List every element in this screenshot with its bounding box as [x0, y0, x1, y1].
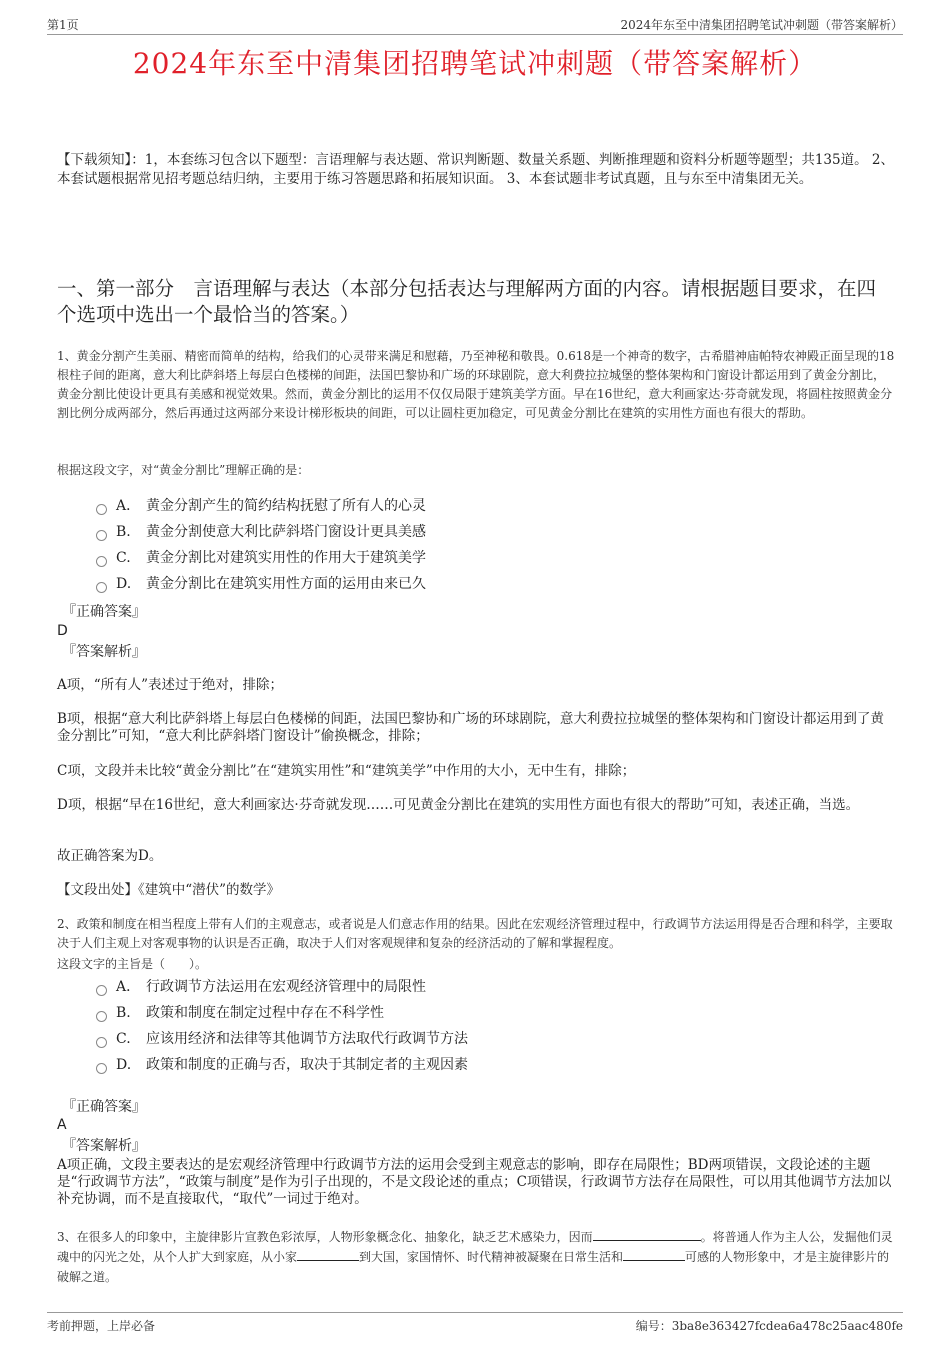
q3-blank-3[interactable]	[623, 1248, 685, 1261]
page-number: 第1页	[47, 18, 79, 32]
radio-icon[interactable]	[96, 1011, 107, 1022]
q2-analysis-label: 『答案解析』	[62, 1138, 146, 1154]
q1-analysis-d: D项，根据“早在16世纪，意大利画家达·芬奇就发现……可见黄金分割比在建筑的实用性方面也有很大的帮助”可知，表述正确，当选。	[57, 797, 860, 813]
q2-stem: 2、政策和制度在相当程度上带有人们的主观意志，或者说是人们意志作用的结果。因此在宏观经济管理过程中，行政调节方法运用得是否合理和科学，主要取决于人们主观上对客观事物的认识是否正确，取决于人们对客观规律和复杂的经济活动的了解和掌握程度。	[57, 917, 893, 950]
page-footer	[47, 1312, 903, 1335]
radio-icon[interactable]	[96, 985, 107, 996]
q1-analysis-label: 『答案解析』	[62, 644, 146, 660]
q2-option-c[interactable]: C. 应该用经济和法律等其他调节方法取代行政调节方法	[96, 1029, 468, 1049]
q1-analysis-b: B项，根据“意大利比萨斜塔上每层白色楼梯的间距，法国巴黎协和广场的环球剧院，意大利费拉拉城堡的整体架构和门窗设计都运用到了黄金分割比”可知，“意大利比萨斜塔门窗设计”偷换概念，排除；	[57, 711, 884, 744]
radio-icon[interactable]	[96, 504, 107, 515]
radio-icon[interactable]	[96, 556, 107, 567]
q2-question: 这段文字的主旨是（ ）。	[57, 957, 208, 971]
q3-blank-2[interactable]	[297, 1248, 359, 1261]
q2-option-d[interactable]: D. 政策和制度的正确与否，取决于其制定者的主观因素	[96, 1055, 468, 1075]
q2-option-a[interactable]: A． 行政调节方法运用在宏观经济管理中的局限性	[96, 977, 426, 997]
q2-answer: A	[57, 1117, 67, 1133]
q1-option-a[interactable]: A． 黄金分割产生的简约结构抚慰了所有人的心灵	[96, 496, 426, 516]
q1-option-b[interactable]: B. 黄金分割使意大利比萨斜塔门窗设计更具美感	[96, 522, 426, 542]
q1-analysis-c: C项，文段并未比较“黄金分割比”在“建筑实用性”和“建筑美学”中作用的大小，无中生有，排除；	[57, 763, 636, 779]
q1-source: 【文段出处】《建筑中“潜伏”的数学》	[57, 882, 281, 898]
q3-stem: 3、在很多人的印象中，主旋律影片宣教色彩浓厚，人物形象概念化、抽象化，缺乏艺术感染力，因而 。将普通人作为主人公，发掘他们灵魂中的闪光之处，从个人扩大到家庭，从小家 到大国，家国情怀、时代精神被凝聚在日常生活和 可感的人物形象中，才是主旋律影片的破解之道。	[57, 1230, 893, 1284]
section-title: 一、第一部分 言语理解与表达（本部分包括表达与理解两方面的内容。请根据题目要求，在四个选项中选出一个最恰当的答案。）	[57, 277, 877, 326]
q1-conclusion: 故正确答案为D。	[57, 848, 163, 864]
q2-option-b[interactable]: B. 政策和制度在制定过程中存在不科学性	[96, 1003, 384, 1023]
document-title: 2024年东至中清集团招聘笔试冲刺题（带答案解析）	[132, 47, 818, 80]
download-notice: 【下载须知】：1，本套练习包含以下题型：言语理解与表达题、常识判断题、数量关系题、判断推理题和资料分析题等题型；共135道。 2、本套试题根据常见招考题总结归纳，主要用于练习答题思路和拓展知识面。 3、本套试题非考试真题，且与东至中清集团无关。	[57, 152, 894, 187]
q2-analysis: A项正确，文段主要表达的是宏观经济管理中行政调节方法的运用会受到主观意志的影响，即存在局限性；BD两项错误，文段论述的主题是“行政调节方法”，“政策与制度”是作为引子出现的，不是文段论述的重点；C项错误，行政调节方法存在局限性，可以用其他调节方法加以补充协调，而不是直接取代，“取代”一词过于绝对。	[57, 1157, 892, 1207]
footer-slogan: 考前押题，上岸必备	[47, 1319, 156, 1333]
q1-option-d[interactable]: D. 黄金分割比在建筑实用性方面的运用由来已久	[96, 574, 426, 594]
radio-icon[interactable]	[96, 530, 107, 541]
page-header	[47, 14, 903, 35]
q3-blank-1[interactable]	[593, 1228, 701, 1241]
q1-option-c[interactable]: C. 黄金分割比对建筑实用性的作用大于建筑美学	[96, 548, 426, 568]
radio-icon[interactable]	[96, 582, 107, 593]
footer-serial: 编号：3ba8e363427fcdea6a478c25aac480fe	[635, 1319, 903, 1333]
header-doc-title: 2024年东至中清集团招聘笔试冲刺题（带答案解析）	[620, 18, 903, 32]
q1-answer: D	[57, 623, 68, 639]
radio-icon[interactable]	[96, 1063, 107, 1074]
q1-analysis-a: A项，“所有人”表述过于绝对，排除；	[57, 677, 284, 693]
q1-answer-label: 『正确答案』	[62, 604, 146, 620]
q2-answer-label: 『正确答案』	[62, 1099, 146, 1115]
q1-stem: 1、黄金分割产生美丽、精密而简单的结构，给我们的心灵带来满足和慰藉，乃至神秘和敬畏。0.618是一个神奇的数字，古希腊神庙帕特农神殿正面呈现的18根柱子间的距离，意大利比萨斜塔上每层白色楼梯的间距，法国巴黎协和广场的环球剧院，意大利费拉拉城堡的整体架构和门窗设计都运用到了黄金分割比，黄金分割比使设计更具有美感和视觉效果。然而，黄金分割比的运用不仅仅局限于建筑美学方面。早在16世纪，意大利画家达·芬奇就发现，将圆柱按照黄金分割比例分成两部分，然后再通过这两部分来设计梯形板块的间距，可以让圆柱更加稳定，可见黄金分割比在建筑的实用性方面也有很大的帮助。	[57, 349, 895, 420]
q1-question: 根据这段文字，对“黄金分割比”理解正确的是：	[57, 463, 310, 477]
radio-icon[interactable]	[96, 1037, 107, 1048]
